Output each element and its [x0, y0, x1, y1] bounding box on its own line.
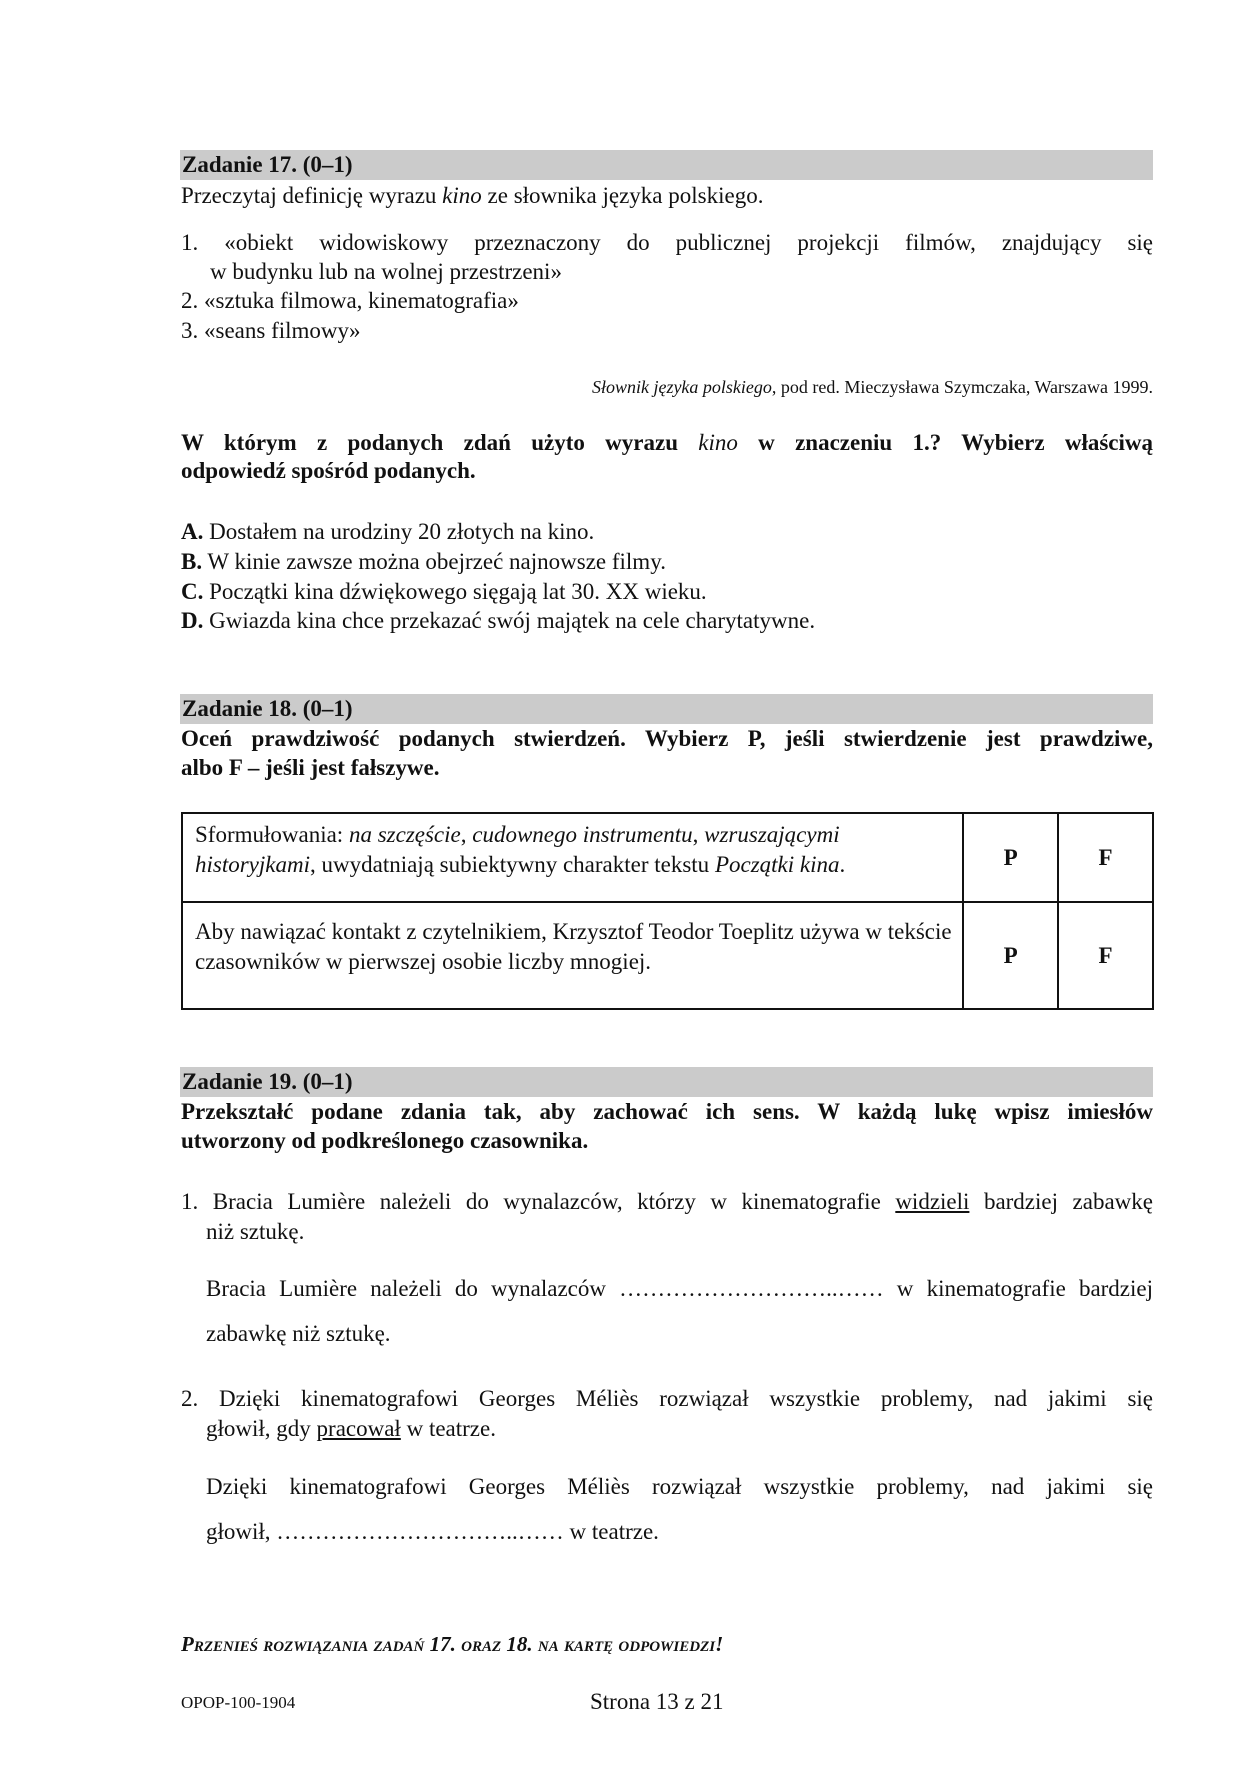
option-letter: D. [181, 608, 204, 633]
item-text-end: bardziej zabawkę [969, 1189, 1153, 1214]
fill-text: Bracia Lumière należeli do wynalazców [206, 1276, 620, 1301]
intro-text: Przeczytaj definicję wyrazu [181, 183, 443, 208]
statement-quote: cudownego instrumentu [472, 822, 693, 847]
option-text: Gwiazda kina chce przekazać swój majątek na cele charytatywne. [203, 608, 816, 633]
question-text: W którym z podanych zdań użyto wyrazu [181, 430, 699, 455]
definition-1 [181, 229, 1153, 257]
item-number: 1. [181, 1189, 199, 1214]
definition-2 [181, 287, 1153, 315]
option-text: Początki kina dźwiękowego sięgają lat 30. XX wieku. [203, 579, 707, 604]
item-text: Bracia Lumière należeli do wynalazców, którzy w kinematografie [212, 1189, 896, 1214]
underlined-verb: widzieli [895, 1189, 970, 1214]
item1-original-line1 [181, 1188, 1153, 1216]
statement-1-false-option[interactable]: F [1058, 813, 1153, 902]
true-false-table [181, 812, 1154, 1010]
answer-blank-2[interactable]: …………………………..…… [276, 1519, 564, 1544]
intro-word: kino [442, 183, 482, 208]
fill-text-end: w kinematografie bardziej [883, 1276, 1154, 1301]
statement-text: Sformułowania: [195, 822, 349, 847]
item2-original-line2 [206, 1415, 1178, 1443]
task19-heading: Zadanie 19. (0–1) [182, 1069, 353, 1094]
task19-heading-bar [180, 1067, 1153, 1097]
option-b[interactable] [181, 548, 1153, 576]
item1-fill-line1 [206, 1275, 1153, 1303]
task18-instruction-line1: Oceń prawdziwość podanych stwierdzeń. Wybierz P, jeśli stwierdzenie jest prawdziwe, [181, 726, 1153, 751]
statement-title: Początki kina [714, 852, 840, 877]
definition-1-cont: w budynku lub na wolnej przestrzeni» [210, 259, 562, 284]
option-text: Dostałem na urodziny 20 złotych na kino. [203, 519, 595, 544]
statement-2-true-option[interactable]: P [963, 902, 1058, 1009]
definition-text: «seans filmowy» [204, 318, 361, 343]
page-number: Strona 13 z 21 [590, 1689, 724, 1714]
statement-text: , [692, 822, 705, 847]
definition-3 [181, 317, 1153, 345]
item1-original-line2: niż sztukę. [206, 1219, 305, 1244]
task17-question-line1 [181, 429, 1153, 457]
statement-text: , [460, 822, 473, 847]
task18-heading-bar [180, 694, 1153, 724]
item1-fill-line2: zabawkę niż sztukę. [206, 1321, 391, 1346]
task19-instruction-line2: utworzony od podkreślonego czasownika. [181, 1128, 589, 1153]
exam-code: OPOP-100-1904 [181, 1693, 296, 1712]
task17-intro [181, 182, 1153, 210]
task17-heading: Zadanie 17. (0–1) [182, 152, 353, 177]
item2-fill-line1: Dzięki kinematografowi Georges Méliès rozwiązał wszystkie problemy, nad jakimi się [206, 1474, 1153, 1499]
task18-heading: Zadanie 18. (0–1) [182, 696, 353, 721]
answer-blank-1[interactable]: ………………………..…… [619, 1276, 884, 1301]
question-text-end: w znaczeniu 1.? Wybierz właściwą [737, 430, 1153, 455]
statement-1-true-option[interactable]: P [963, 813, 1058, 902]
option-a[interactable] [181, 518, 1153, 546]
source-details: , pod red. Mieczysława Szymczaka, Warszawa 1999. [771, 377, 1153, 397]
option-letter: C. [181, 579, 204, 604]
intro-text-end: ze słownika języka polskiego. [481, 183, 764, 208]
item-text-end: w teatrze. [400, 1416, 496, 1441]
option-d[interactable] [181, 607, 1153, 635]
option-c[interactable] [181, 578, 1153, 606]
item-number: 2. [181, 1386, 199, 1411]
statement-text: . [839, 852, 846, 877]
question-word: kino [698, 430, 738, 455]
statement-quote: wzruszającymi historyjkami [195, 822, 840, 877]
item2-fill-line2 [206, 1518, 1178, 1546]
dictionary-source [592, 375, 1153, 399]
item-text: głowił, gdy [206, 1416, 317, 1441]
definition-text: «sztuka filmowa, kinematografia» [204, 288, 519, 313]
item2-original-line1 [181, 1385, 1153, 1413]
statement-2-false-option[interactable]: F [1058, 902, 1153, 1009]
table-row [182, 813, 1153, 902]
task17-heading-bar [180, 150, 1153, 180]
item-text: Dzięki kinematografowi Georges Méliès rozwiązał wszystkie problemy, nad jakimi się [219, 1386, 1154, 1411]
definition-text: «obiekt widowiskowy przeznaczony do publicznej projekcji filmów, znajdujący się [224, 230, 1154, 255]
statement-2: Aby nawiązać kontakt z czytelnikiem, Krzysztof Teodor Toeplitz używa w tekście czasowników w pierwszej osobie liczby mnogiej. [182, 902, 963, 1009]
definition-number: 2. [181, 288, 199, 313]
transfer-answers-note: Przenieś rozwiązania zadań 17. oraz 18. na kartę odpowiedzi! [181, 1632, 724, 1656]
statement-text: , uwydatniają subiektywny charakter tekstu [310, 852, 715, 877]
task17-question-line2: odpowiedź spośród podanych. [181, 458, 476, 483]
fill-text: głowił, [206, 1519, 277, 1544]
underlined-verb: pracował [316, 1416, 401, 1441]
definition-number: 3. [181, 318, 199, 343]
definition-number: 1. [181, 230, 199, 255]
option-letter: B. [181, 549, 203, 574]
fill-text-end: w teatrze. [563, 1519, 659, 1544]
statement-quote: na szczęście [348, 822, 461, 847]
option-text: W kinie zawsze można obejrzeć najnowsze filmy. [202, 549, 666, 574]
source-title: Słownik języka polskiego [591, 377, 772, 397]
option-letter: A. [181, 519, 204, 544]
statement-1 [182, 813, 963, 902]
task18-instruction-line2: albo F – jeśli jest fałszywe. [181, 755, 440, 780]
task19-instruction-line1: Przekształć podane zdania tak, aby zachować ich sens. W każdą lukę wpisz imiesłów [181, 1099, 1153, 1124]
table-row [182, 902, 1153, 1009]
